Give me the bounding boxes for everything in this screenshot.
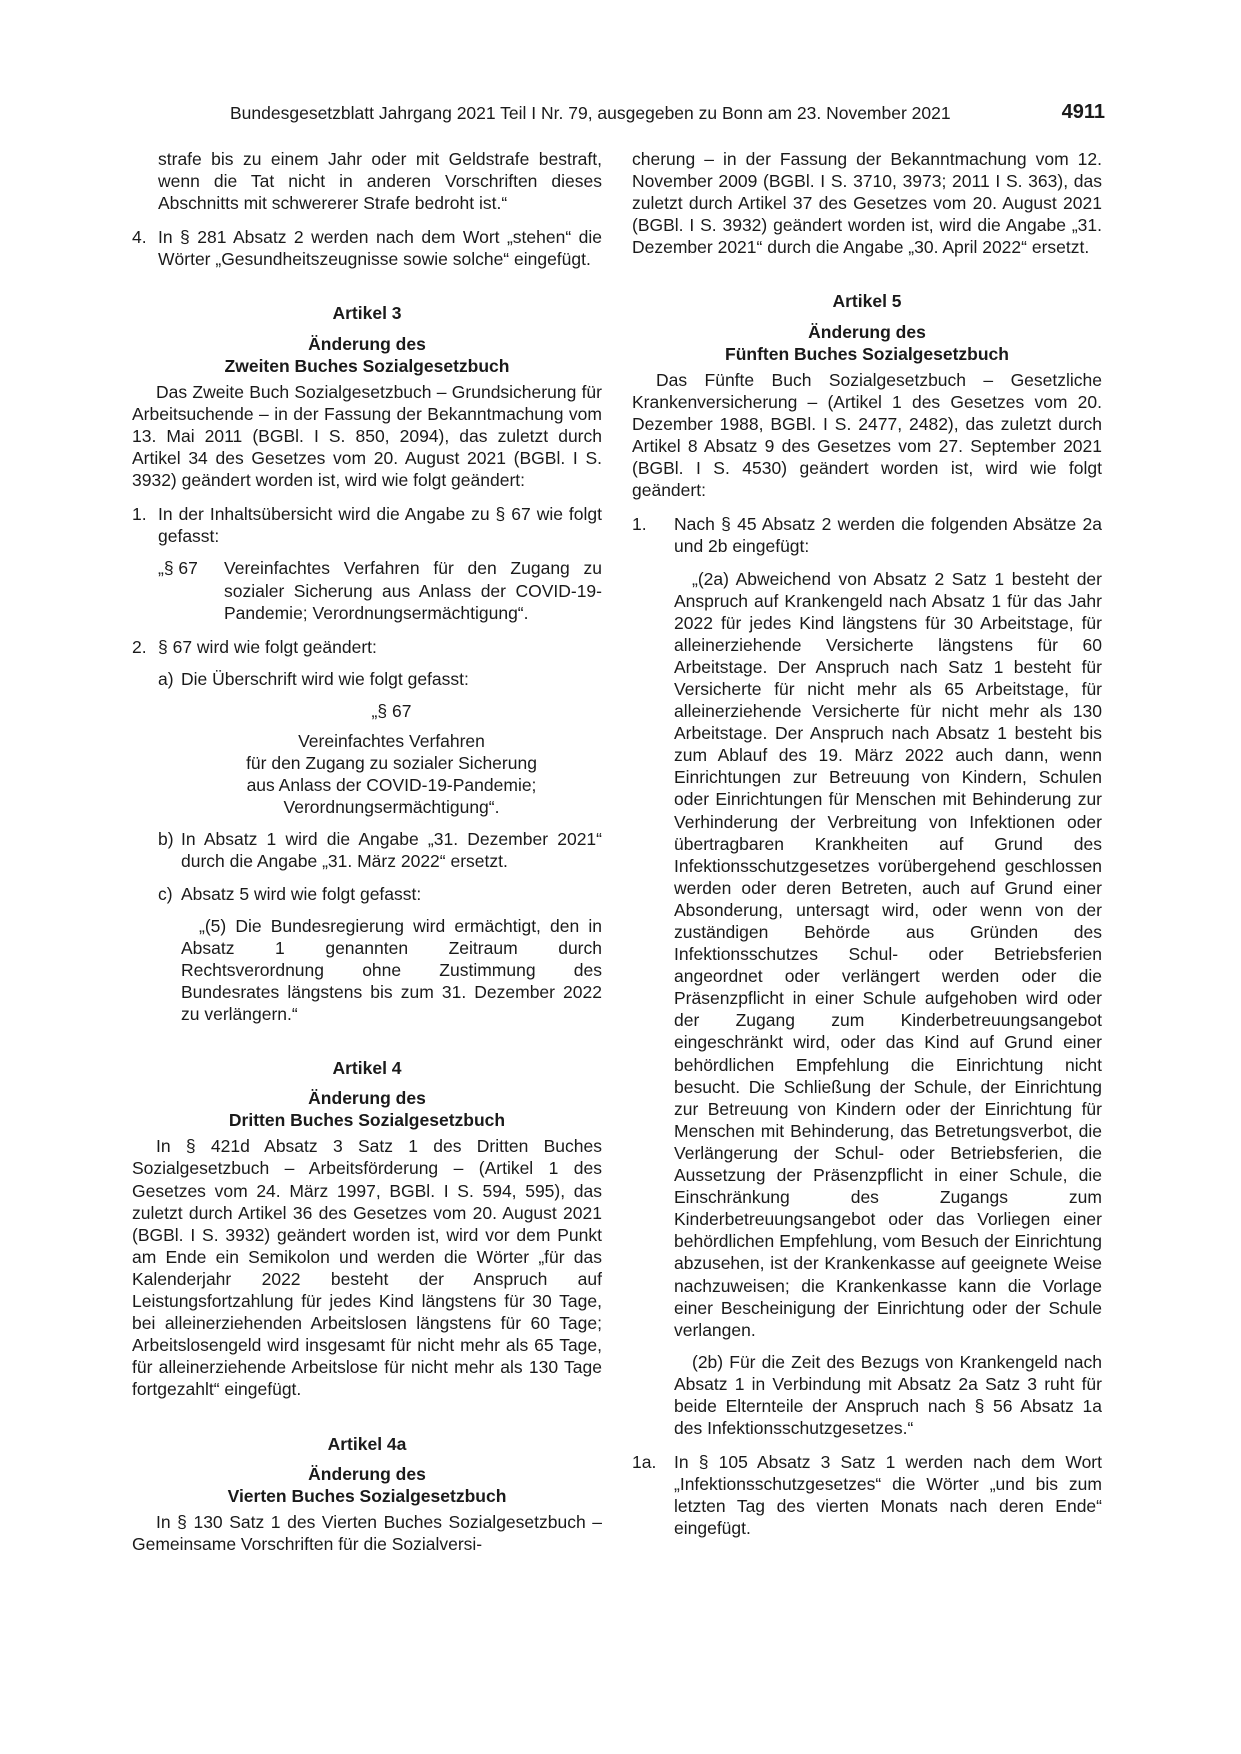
quoted-section-text: Vereinfachtes Verfahren für den Zugang zu sozialer Sicherung aus Anlass der COVID-19-Pandemie; Verordnungsermächtigung“.: [224, 558, 602, 623]
right-column: [632, 148, 1102, 1540]
sub-item: [132, 828, 602, 872]
article-title: Artikel 4: [332, 1058, 402, 1079]
article-intro: Das Zweite Buch Sozialgesetzbuch – Grundsicherung für Arbeitsuchende – in der Fassung der Bekanntmachung vom 13. Mai 2011 (BGBl. I S. 850, 2094), das zuletzt durch Artikel 34 des Gesetzes vom 20. August 2021 (BGBl. I S. 3932) geändert worden ist, wird wie folgt geändert:: [132, 381, 602, 491]
item-number: 1.: [132, 504, 147, 525]
article-text: In § 130 Satz 1 des Vierten Buches Sozialgesetzbuch – Gemeinsame Vorschriften für die Sozialversi-: [132, 1511, 602, 1554]
article-subtitle: [132, 333, 602, 377]
quoted-heading-line: Vereinfachtes Verfahren: [298, 730, 485, 751]
continuation-text: strafe bis zu einem Jahr oder mit Geldstrafe bestraft, wenn die Tat nicht in anderen Vorschriften dieses Abschnitts mit schwererer Strafe bedroht ist.“: [158, 149, 602, 214]
running-head: Bundesgesetzblatt Jahrgang 2021 Teil I Nr. 79, ausgegeben zu Bonn am 23. November 2021: [230, 103, 951, 123]
article-title: Artikel 4a: [327, 1433, 407, 1454]
quoted-heading-line: für den Zugang zu sozialer Sicherung: [246, 753, 537, 774]
article-subtitle-line: Dritten Buches Sozialgesetzbuch: [228, 1110, 506, 1131]
item-text: In § 281 Absatz 2 werden nach dem Wort „stehen“ die Wörter „Gesundheitszeugnisse sowie solche“ eingefügt.: [158, 227, 602, 270]
page-header: [230, 100, 1105, 126]
article-subtitle-line: Zweiten Buches Sozialgesetzbuch: [224, 355, 510, 376]
quoted-heading-number: „§ 67: [371, 700, 412, 721]
sub-item: [132, 668, 602, 690]
list-item: [632, 1451, 1102, 1539]
article-subtitle-line: Vierten Buches Sozialgesetzbuch: [227, 1485, 507, 1506]
item-number: 4.: [132, 227, 147, 248]
article-subtitle: [632, 321, 1102, 365]
item-text: Nach § 45 Absatz 2 werden die folgenden Absätze 2a und 2b eingefügt:: [674, 514, 1102, 557]
article-title: Artikel 5: [832, 291, 902, 312]
quoted-paragraph: „(5) Die Bundesregierung wird ermächtigt, den in Absatz 1 genannten Zeitraum durch Rechtsverordnung ohne Zustimmung des Bundesrates längstens bis zum 31. Dezember 2022 zu verlängern.“: [181, 915, 602, 1024]
article-intro: Das Fünfte Buch Sozialgesetzbuch – Gesetzliche Krankenversicherung – (Artikel 1 des Gesetzes vom 20. Dezember 1988, BGBl. I S. 2477, 2482), das zuletzt durch Artikel 8 Absatz 9 des Gesetzes vom 27. September 2021 (BGBl. I S. 4530) geändert worden ist, wird wie folgt geändert:: [632, 369, 1102, 501]
item-text: In der Inhaltsübersicht wird die Angabe zu § 67 wie folgt gefasst:: [158, 504, 602, 547]
sub-item-text: In Absatz 1 wird die Angabe „31. Dezember 2021“ durch die Angabe „31. März 2022“ ersetzt.: [181, 829, 602, 872]
quoted-heading: [181, 700, 602, 818]
list-item: [132, 636, 602, 658]
article-subtitle-line: Änderung des: [308, 1088, 426, 1109]
sub-item-text: Die Überschrift wird wie folgt gefasst:: [181, 668, 469, 689]
left-column: [132, 148, 602, 1555]
article-subtitle: [132, 1087, 602, 1131]
sub-item-letter: b): [158, 829, 174, 850]
item-text: In § 105 Absatz 3 Satz 1 werden nach dem Wort „Infektionsschutzgesetzes“ die Wörter „und bis zum letzten Tag des vierten Monats nach deren Ende“ eingefügt.: [674, 1452, 1102, 1539]
quoted-paragraph-2a: „(2a) Abweichend von Absatz 2 Satz 1 besteht der Anspruch auf Krankengeld nach Absatz 1 für das Jahr 2022 für jedes Kind längstens für 30 Arbeitstage, für alleinerziehende Versicherte längstens für 60 Arbeitstage. Der Anspruch nach Satz 1 besteht für Versicherte für nicht mehr als 65 Arbeitstage, für alleinerziehende Versicherte für nicht mehr als 130 Arbeitstage. Der Anspruch nach Absatz 1 besteht bis zum Ablauf des 19. März 2022 auch dann, wenn Einrichtungen zur Betreuung von Kindern, Schulen oder Einrichtungen für Menschen mit Behinderung zur Verhinderung der Verbreitung von Infektionen oder übertragbaren Krankheiten auf Grund des Infektionsschutzgesetzes vorübergehend geschlossen werden oder deren Betreten, auch auf Grund einer Absonderung, untersagt wird, oder wenn von der zuständigen Behörde aus Gründen des Infektionsschutzes Schul- oder Betriebsferien angeordnet oder verlängert werden oder die Präsenzpflicht in einer Schule aufgehoben wird oder der Zugang zum Kinderbetreuungsangebot eingeschränkt wird, oder das Kind auf Grund einer behördlichen Empfehlung die Einrichtung nicht besucht. Die Schließung der Schule, der Einrichtung zur Betreuung von Kindern oder der Einrichtung für Menschen mit Behinderung, das Betretungsverbot, die Verlängerung der Schul- oder Betriebsferien, die Aussetzung der Präsenzpflicht in einer Schule, die Einschränkung des Zugangs zum Kinderbetreuungsangebot oder das Vorliegen einer behördlichen Empfehlung, vom Besuch der Einrichtung abzusehen, ist der Krankenkasse auf geeignete Weise nachzuweisen; die Krankenkasse kann die Vorlage einer Bescheinigung der Einrichtung oder der Schule verlangen.: [674, 568, 1102, 1340]
sub-item-text: Absatz 5 wird wie folgt gefasst:: [181, 883, 422, 904]
article-title: Artikel 3: [332, 303, 402, 324]
article-subtitle-line: Fünften Buches Sozialgesetzbuch: [725, 343, 1009, 364]
quoted-heading-line: aus Anlass der COVID-19-Pandemie;: [246, 775, 537, 796]
item-number: 1.: [632, 514, 647, 535]
item-text: § 67 wird wie folgt geändert:: [158, 636, 377, 657]
list-item: [132, 503, 602, 547]
item-number: 1a.: [632, 1452, 657, 1473]
continuation-text: cherung – in der Fassung der Bekanntmachung vom 12. November 2009 (BGBl. I S. 3710, 3973; 2011 I S. 363), das zuletzt durch Artikel 37 des Gesetzes vom 20. August 2021 (BGBl. I S. 3932) geändert worden ist, wird die Angabe „31. Dezember 2021“ durch die Angabe „30. April 2022“ ersetzt.: [632, 149, 1102, 258]
list-item: [632, 513, 1102, 557]
article-subtitle: [132, 1463, 602, 1507]
article-subtitle-line: Änderung des: [308, 333, 426, 354]
article-subtitle-line: Änderung des: [308, 1463, 426, 1484]
article-text: In § 421d Absatz 3 Satz 1 des Dritten Buches Sozialgesetzbuch – Arbeitsförderung – (Artikel 1 des Gesetzes vom 24. März 1997, BGBl. I S. 594, 595), das zuletzt durch Artikel 36 des Gesetzes vom 20. August 2021 (BGBl. I S. 3932) geändert worden ist, wird vor dem Punkt am Ende ein Semikolon und werden die Wörter „für das Kalenderjahr 2022 besteht der Anspruch auf Leistungsfortzahlung für jedes Kind längstens für 30 Tage, bei alleinerziehenden Arbeitslosen längstens für 60 Tage; Arbeitslosengeld wird insgesamt für nicht mehr als 65 Tage, für alleinerziehende Arbeitslose für nicht mehr als 130 Tage fortgezahlt“ eingefügt.: [132, 1136, 602, 1400]
sub-item-letter: a): [158, 668, 174, 689]
list-item: [132, 226, 602, 270]
page-number: 4911: [1061, 101, 1105, 123]
quoted-paragraph-2b: (2b) Für die Zeit des Bezugs von Krankengeld nach Absatz 1 in Verbindung mit Absatz 2a Satz 3 ruht für beide Elternteile der Anspruch nach § 56 Absatz 1a des Infektionsschutzgesetzes.“: [674, 1351, 1102, 1439]
sub-item: [132, 883, 602, 905]
quoted-section-number: „§ 67: [158, 558, 198, 579]
item-number: 2.: [132, 636, 147, 657]
sub-item-letter: c): [158, 883, 173, 904]
quoted-entry: [158, 557, 602, 623]
quoted-heading-line: Verordnungsermächtigung“.: [283, 797, 500, 818]
article-subtitle-line: Änderung des: [808, 321, 926, 342]
